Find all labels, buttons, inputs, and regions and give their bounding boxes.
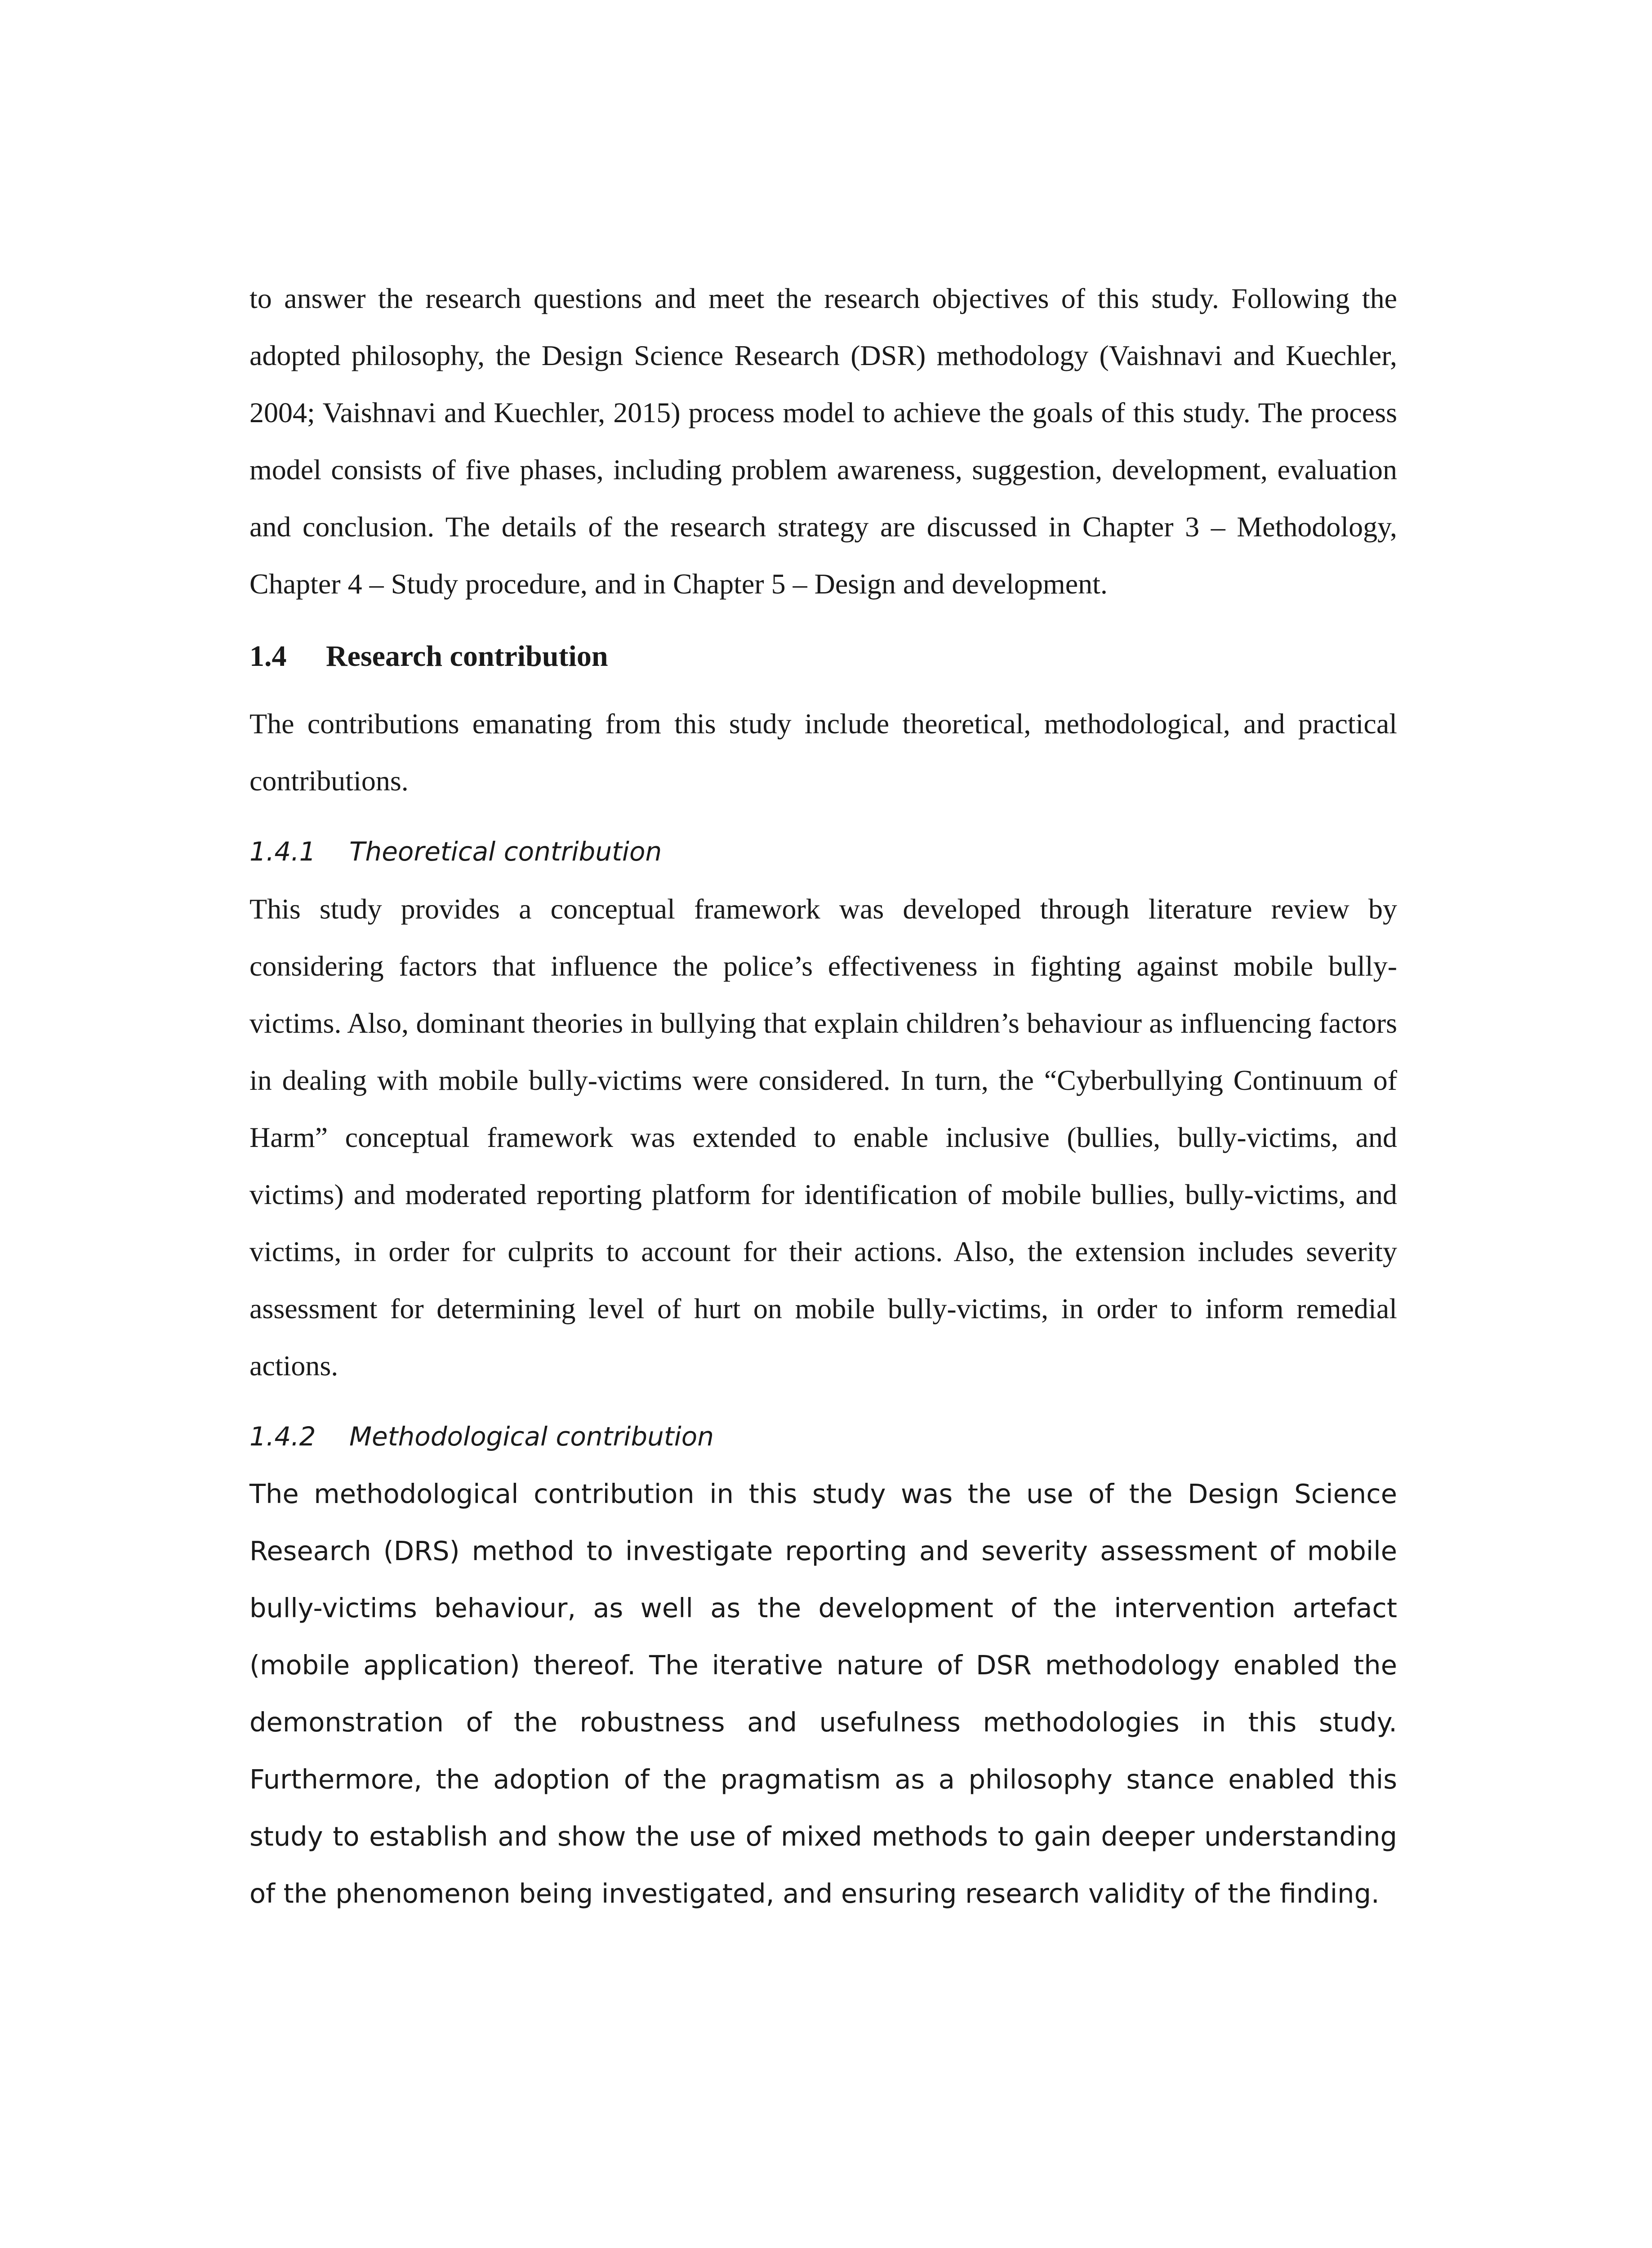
section-paragraph: The contributions emanating from this study include theoretical, methodological, and practical contributions. [249, 708, 1397, 797]
subsection-heading-methodological [249, 1421, 1397, 1452]
section-heading [249, 639, 1397, 674]
subsection-title: Theoretical contribution [349, 836, 662, 867]
section-title: Research contribution [326, 640, 608, 673]
subsection-number: 1.4.2 [249, 1421, 316, 1452]
subsection-title: Methodological contribution [349, 1421, 714, 1452]
intro-paragraph: to answer the research questions and meet the research objectives of this study. Following the adopted philosophy, the Design Science Research (DSR) methodology (Vaishnavi and Kuechler, 2004; Vaishnavi and Kuechler, 2015) process model to achieve the goals of this study. The process model consists of five phases, including problem awareness, suggestion, development, evaluation and conclusion. The details of the research strategy are discussed in Chapter 3 – Methodology, Chapter 4 – Study procedure, and in Chapter 5 – Design and development. [249, 282, 1397, 600]
theoretical-paragraph: This study provides a conceptual framework was developed through literature review by considering factors that influence the police’s effectiveness in fighting against mobile bully-victims. Also, dominant theories in bullying that explain children’s behaviour as influencing factors in dealing with mobile bully-victims were considered. In turn, the “Cyberbullying Continuum of Harm” conceptual framework was extended to enable inclusive (bullies, bully-victims, and victims) and moderated reporting platform for identification of mobile bullies, bully-victims, and victims, in order for culprits to account for their actions. Also, the extension includes severity assessment for determining level of hurt on mobile bully-victims, in order to inform remedial actions. [249, 893, 1397, 1382]
subsection-heading-theoretical [249, 836, 1397, 867]
methodological-paragraph: The methodological contribution in this study was the use of the Design Science Research (DRS) method to investigate reporting and severity assessment of mobile bully-victims behaviour, as well as the development of the intervention artefact (mobile application) thereof. The iterative nature of DSR methodology enabled the demonstration of the robustness and usefulness methodologies in this study. Furthermore, the adoption of the pragmatism as a philosophy stance enabled this study to establish and show the use of mixed methods to gain deeper understanding of the phenomenon being investigated, and ensuring research validity of the finding. [249, 1478, 1397, 1909]
section-number: 1.4 [249, 640, 287, 673]
subsection-number: 1.4.1 [249, 836, 316, 867]
page-body [249, 270, 1397, 1922]
